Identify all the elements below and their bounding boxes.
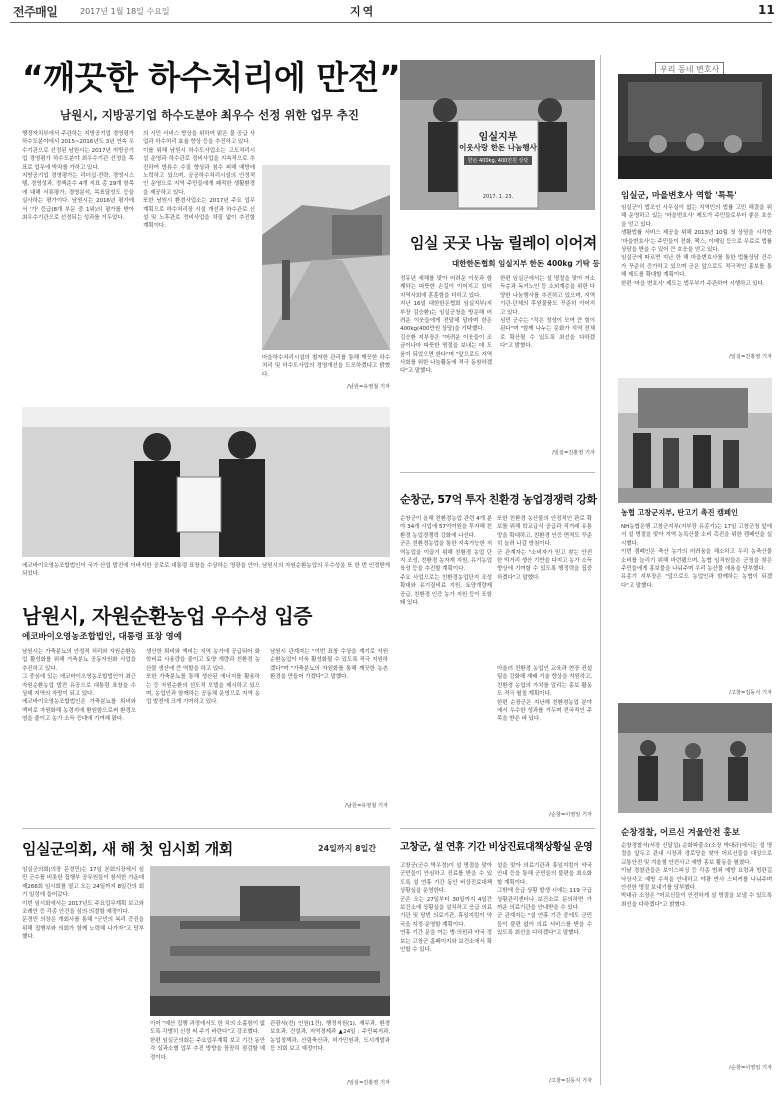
award-headline: 남원시, 자원순환농업 우수성 입증 — [22, 604, 312, 628]
award-photo-image — [22, 407, 390, 557]
charity-sign-line2: 이웃사랑 한돈 나눔행사 — [459, 143, 537, 152]
award-body-col2: 생산한 퇴비와 액비는 지역 농가에 공급되어 화학비료 사용량을 줄이고 토양 개량과 친환경 농산물 생산에 큰 역할을 하고 있다. 또한 가축분뇨를 통해 생산된 에너지를 활용하는 등 자원순환의 선도적 모델을 제시하고 있으며, 농업인과 함께하는 공동체 운영으로 지역 농업 발전에 크게 기여하고 있다. — [146, 649, 260, 706]
gochang-top-rule — [400, 828, 595, 829]
masthead-rule — [10, 22, 772, 23]
award-body-col3: 남원시 관계자는 "이번 표창 수상을 계기로 자원순환농업이 더욱 활성화될 수 있도록 적극 지원하겠다"며 "가축분뇨의 자원화를 통해 깨끗한 농촌 환경을 만들어 가겠다"고 말했다. — [270, 649, 390, 681]
lawyer-photo-image — [618, 74, 772, 179]
council-caption: /임실=진홍영 기자 — [347, 1080, 390, 1086]
police-photo-image — [618, 703, 772, 813]
lead-subhead: 남원시, 지방공기업 하수도분야 최우수 선정 위한 업무 추진 — [60, 108, 360, 122]
sunchang-caption: /순창=이영일 기자 — [549, 812, 592, 818]
lead-body-col2: 의 시민 서비스 향상을 위하여 맑은 물 공급 사업과 하수처리 효율 향상 등을 추진하고 있다. 이를 위해 남원시 하수도사업소는 고도처리시설 운영과 하수관로 정비사업을 지속적으로 추진하여 방류수 수질 향상과 침수 피해 예방에 노력하고 있으며, 공공하수처리시설의 안정적인 운영으로 지역 주민들에게 쾌적한 생활환경을 제공하고 있다. 또한 남원시 환경사업소는 2017년 주요 업무계획으로 하수처리장 시설 개선과 하수관로 신설 및 노후관로 정비사업을 차질 없이 추진할 계획이다. — [143, 131, 255, 230]
council-body-col2: 이어 "예산 집행 과정에서도 한 치의 소홀함이 없도록 각별히 신경 써 주기 바란다"고 강조했다. 한편 임실군의회는 주요업무계획 보고 기간 동안 각 실과소별 업무 추진 방향을 꼼꼼히 점검할 예정이다. — [150, 1021, 265, 1061]
masthead — [0, 0, 782, 24]
charity-sign-line3: 한돈 400kg, 400만원 상당 — [464, 156, 532, 165]
lead-body-col1: 행정자치부에서 주관하는 지방공기업 경영평가 하수도분야에서 2015~2016년도 3년 연속 우수기관으로 선정된 남원시는 2017년 지방공기업 경영평가 하수도분야 최우수기관 선정을 목표로 업무에 박차를 가하고 있다. 지방공기업 경영평가는 리더십·전략, 경영시스템, 경영성과, 정책준수 4개 지표 총 29개 항목에 대해 서류평가, 경영분석, 목표달성도 등을 실사하는 평가이다. 남원시는 2016년 평가에서 '가' 등급(8개 부문 중 1위)의 평가를 받아 최우수기관으로 선정되는 성과를 거두었다. — [22, 131, 134, 222]
lead-photo-image — [262, 165, 390, 350]
gochang-body-col2: 설을 맞아 의료기관과 휴일지킴이 약국 안내 등을 통해 군민들의 불편을 최소화할 계획이다. 그밖에 응급 상황 발생 시에는 119 구급상황관리센터나 보건소로 문의하면 가까운 의료기관을 안내받을 수 있다. 군 관계자는 "설 연휴 기간 중에도 군민들이 불편 없이 의료 서비스를 받을 수 있도록 최선을 다하겠다"고 말했다. — [497, 863, 592, 937]
lawyer-photo — [618, 74, 772, 179]
masthead-paper-name: 전주매일 — [13, 5, 58, 19]
council-top-rule — [22, 828, 390, 829]
lead-photo — [262, 165, 390, 350]
police-body: 순창경찰서(서장 신달섭) 순화파출소(소장 박대규)에서는 설 명절을 앞두고 관내 시장과 경로당을 찾아 어르신들을 대상으로 교통안전 및 겨울철 안전사고 예방 홍보 활동을 펼쳤다. 이날 경찰관들은 보이스피싱 등 각종 범죄 예방 요령과 빙판길 낙상사고 예방 수칙을 안내하고 야광 반사 스티커를 나눠주며 안전한 명절 보내기를 당부했다. 박대규 소장은 "어르신들이 안전하게 설 명절을 보낼 수 있도록 최선을 다하겠다"고 밝혔다. — [621, 843, 772, 908]
council-body-col1: 임실군의회(의장 문경민)는 17일 본회의장에서 심민 군수를 비롯한 집행부 공무원들이 참석한 가운데 제266회 임시회를 열고 오는 24일까지 8일간의 회기 일정에 들어갔다. 이번 임시회에서는 2017년도 주요업무계획 보고와 조례안 등 각종 안건을 심의·의결할 예정이다. 문경민 의장은 개회사를 통해 "군민의 복리 증진을 위해 집행부와 의회가 함께 노력해 나가자"고 당부했다. — [22, 867, 144, 941]
sidebar-divider — [600, 55, 601, 1085]
campaign-headline: 농협 고창군지부, 탄고기 촉진 캠페인 — [621, 508, 738, 517]
lead-photo-caption: /남원=유영철 기자 — [347, 384, 390, 390]
charity-photo — [400, 60, 595, 210]
gochang-body-col1: 고창군(군수 박우정)이 설 명절을 맞아 군민들이 안심하고 진료를 받을 수 있도록 설 연휴 기간 동안 비상진료대책상황실을 운영한다. 군은 오는 27일부터 30일까지 4일간 보건소에 상황실을 설치하고 응급 의료 기관 및 당번 의료기관, 휴일지킴이 약국을 지정·운영할 계획이다. 연휴 기간 문을 여는 병·의원과 약국 정보는 고창군 홈페이지와 보건소에서 확인할 수 있다. — [400, 863, 492, 954]
lawyer-headline: 임실군, 마을변호사 역할 '톡톡' — [621, 191, 737, 201]
council-tag: 24일까지 8일간 — [318, 844, 377, 853]
charity-sign-line1: 임실지부 — [478, 132, 518, 143]
charity-body-col1: 정유년 새해를 맞아 어려운 이웃과 함께하는 따뜻한 손길이 이어지고 있어 지역사회에 훈훈함을 더하고 있다. 지난 16일 대한한돈협회 임실지부(지부장 김승환)는 임실군청을 방문해 어려운 이웃들에게 전달해 달라며 한돈 400kg(400만원 상당)을 기탁했다. 김승환 지부장은 "어려운 이웃들이 조금이나마 따뜻한 명절을 보내는 데 도움이 되었으면 한다"며 "앞으로도 지역사회를 위한 나눔활동에 적극 동참하겠다"고 말했다. — [400, 276, 492, 375]
lawyer-logo: 우리 동네 변호사 — [655, 62, 724, 77]
charity-headline: 임실 곳곳 나눔 릴레이 이어져 — [410, 234, 597, 252]
police-caption: /순창=이영일 기자 — [729, 1065, 772, 1071]
campaign-caption: /고창=김동식 기자 — [729, 690, 772, 696]
charity-sign-date: 2017. 1. 23. — [482, 194, 514, 200]
award-body-col1: 남원시는 가축분뇨의 안정적 처리와 자원순환농업 활성화를 위해 가축분뇨 공동자원화 사업을 추진하고 있다. 그 중심에 있는 에코바이오영농조합법인이 최근 자원순환농업 발전 유공으로 대통령 표창을 수상해 지역의 자랑이 되고 있다. 에코바이오영농조합법인은 가축분뇨를 퇴비와 액비로 자원화해 농경지에 환원함으로써 환경오염을 줄이고 농가 소득 증대에 기여해 왔다. — [22, 649, 136, 723]
award-photo-caption: 에코바이오영농조합법인이 국가 산업 발전에 이바지한 공로로 대통령 표창을 수상하는 영광을 안아, 남원시의 자원순환농업의 우수성을 또 한 번 인정받게 되었다. — [22, 563, 392, 578]
lawyer-body: 임실군이 법조인 사무실이 없는 지역민의 법률 고민 해결을 위해 운영하고 있는 '마을변호사' 제도가 주민들로부터 좋은 호응을 얻고 있다. 생활법률 서비스 제공을 위해 2013년 10월 첫 상담을 시작한 '마을변호사'는 주민들이 전화, 팩스, 이메일 등으로 무료로 법률상담을 받을 수 있어 큰 호응을 얻고 있다. 임실군에 따르면 지난 한 해 마을변호사를 통한 법률상담 건수가 꾸준히 증가하고 있으며 군은 앞으로도 적극적인 홍보를 통해 제도를 확대할 계획이다. 한편 '마을 변호사' 제도는 법무부가 주관하여 시행하고 있다. — [621, 205, 772, 287]
lead-headline: “깨끗한 하수처리에 만전” — [22, 58, 401, 97]
campaign-photo-image — [618, 378, 772, 503]
police-photo — [618, 703, 772, 813]
council-photo-image — [150, 866, 390, 1016]
charity-caption: /임실=진홍영 기자 — [552, 450, 595, 456]
page-number: 11 — [758, 3, 775, 17]
police-headline: 순창경찰, 어르신 겨울안전 홍보 — [621, 828, 740, 838]
award-caption: /남원=유영철 기자 — [345, 803, 388, 809]
sunchang-top-rule — [400, 472, 595, 473]
charity-body-col2: 한편 임실군에서는 설 명절을 맞아 저소득층과 독거노인 등 소외계층을 위한 다양한 나눔행사를 추진하고 있으며, 지역 기관·단체의 후원물품도 꾸준히 이어지고 있다. 심민 군수는 "작은 정성이 모여 큰 힘이 된다"며 "함께 나누는 문화가 지역 전체로 확산될 수 있도록 최선을 다하겠다"고 밝혔다. — [500, 276, 595, 350]
lawyer-caption: /임실=진홍영 기자 — [729, 354, 772, 360]
lead-body-col3: 마을하수처리시설의 철저한 관리를 통해 깨끗한 하수처리 및 하수도사업의 경영개선을 도모하겠다고 밝혔다. — [262, 355, 390, 378]
sunchang-body-col3: 아울러 친환경 농업인 교육과 현장 컨설팅을 강화해 재배 기술 향상을 지원하고, 친환경 농업의 가치를 알리는 홍보 활동도 적극 펼칠 계획이다. 한편 순창군은 지난해 친환경농업 분야에서 우수한 성과를 거두며 전국적인 주목을 받은 바 있다. — [497, 666, 592, 723]
council-body-col3: 관광서(전) 인원(1건), 행정지원(1), 재무과, 환경보호과, 건설과, 지역경제과 ▲24일 : 주민복지과, 농업정책과, 산림축산과, 허가민원과, 도시개발과 등 의회 보고 예정이다. — [270, 1021, 392, 1053]
sunchang-headline: 순창군, 57억 투자 친환경 농업경쟁력 강화 — [400, 493, 597, 506]
award-subhead: 에코바이오영농조합법인, 대통령 표창 영예 — [22, 632, 182, 642]
council-headline: 임실군의회, 새 해 첫 임시회 개회 — [22, 840, 233, 858]
campaign-photo — [618, 378, 772, 503]
masthead-date: 2017년 1월 18일 수요일 — [80, 7, 170, 16]
sunchang-body-col2: 또한 친환경 농산물의 안정적인 판로 확보를 위해 학교급식 공급과 직거래 유통망을 확대하고, 친환경 인증 면적도 꾸준히 늘려 나갈 방침이다. 군 관계자는 "소비자가 믿고 찾는 안전한 먹거리 생산 기반을 다지고 농가 소득 향상에 기여할 수 있도록 행정력을 집중하겠다"고 말했다. — [497, 516, 592, 581]
gochang-headline: 고창군, 설 연휴 기간 비상진료대책상황실 운영 — [400, 842, 593, 853]
gochang-caption: /고창=김동식 기자 — [549, 1078, 592, 1084]
masthead-section: 지역 — [350, 5, 376, 18]
sunchang-body-col1: 순창군이 올해 친환경농업 관련 4개 분야 34개 사업에 57억여원을 투자해 친환경 농업경쟁력 강화에 나선다. 군은 친환경농업을 통한 지속가능한 지역농업을 이끌기 위해 친환경 농업 단지 조성, 친환경 농자재 지원, 유기농업 육성 등을 추진할 계획이다. 주요 사업으로는 친환경농업단지 조성 확대와 유기질비료 지원, 토양개량제 공급, 친환경 인증 농가 지원 등이 포함돼 있다. — [400, 516, 492, 607]
council-photo — [150, 866, 390, 1016]
campaign-body: NH농협은행 고창군지부(지부장 유종기)는 17일 고창군청 앞에서 설 명절을 맞아 지역 농특산물 소비 촉진을 위한 캠페인을 실시했다. 이번 캠페인은 축산 농가의 어려움을 해소하고 우리 농축산물 소비를 늘리기 위해 마련됐으며, 농협 임직원들은 군청을 찾은 주민들에게 홍보물을 나눠주며 우리 농산물 애용을 당부했다. 유종기 지부장은 "앞으로도 농업인과 함께하는 농협이 되겠다"고 말했다. — [621, 524, 772, 589]
charity-subhead: 대한한돈협회 임실지부 한돈 400kg 기탁 등 — [452, 259, 600, 268]
award-photo — [22, 407, 390, 557]
